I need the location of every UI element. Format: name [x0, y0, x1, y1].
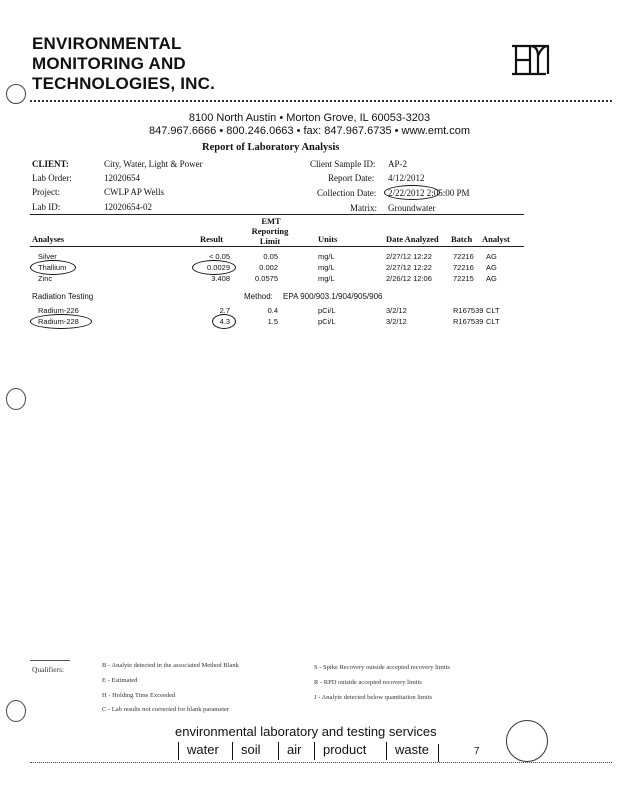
service-soil: soil — [232, 742, 261, 760]
cell-analysis: Thallium — [38, 263, 67, 272]
column-divider — [30, 246, 524, 247]
cell-date: 2/27/12 12:22 — [386, 252, 432, 261]
cell-analyst: CLT — [486, 306, 500, 315]
cell-result: 0.0029 — [207, 263, 230, 272]
col-units: Units — [318, 234, 338, 244]
header-rule — [30, 100, 612, 102]
lab-id-value: 12020654-02 — [104, 202, 152, 212]
company-name-line1: ENVIRONMENTAL — [32, 34, 182, 53]
qualifier-r: R - RPD outside accepted recovery limits — [314, 679, 422, 686]
cell-batch: R167539 — [453, 306, 484, 315]
cell-units: mg/L — [318, 252, 335, 261]
cell-analysis: Silver — [38, 252, 57, 261]
cell-analysis: Radium-226 — [38, 306, 79, 315]
stamp-mark — [6, 84, 26, 104]
cell-analyst: AG — [486, 274, 497, 283]
emt-logo — [506, 38, 554, 82]
cell-batch: 72216 — [453, 252, 474, 261]
cell-units: mg/L — [318, 263, 335, 272]
stamp-mark — [6, 700, 26, 722]
footer-rule — [30, 762, 612, 763]
handwritten-circle — [384, 185, 440, 200]
handwritten-circle — [212, 314, 236, 329]
qualifier-s: S - Spike Recovery outside accepted recovery limits — [314, 664, 450, 671]
col-analyses: Analyses — [32, 234, 65, 244]
page-number: 7 — [474, 746, 480, 757]
service-end-rule — [438, 744, 439, 762]
qualifier-e: E - Estimated — [102, 677, 138, 684]
qualifier-rule — [30, 660, 70, 661]
col-reporting: Reporting — [251, 226, 289, 236]
cell-limit: 0.4 — [267, 306, 278, 315]
service-air: air — [278, 742, 301, 760]
cell-limit: 1.5 — [267, 317, 278, 326]
qualifier-j: J - Analyte detected below quantitation limits — [314, 694, 433, 701]
radiation-section-label: Radiation Testing — [32, 292, 94, 301]
report-date-label: Report Date: — [328, 173, 375, 183]
project-value: CWLP AP Wells — [104, 187, 164, 197]
company-address: 8100 North Austin • Morton Grove, IL 60053-3203 — [188, 112, 431, 124]
cell-analysis: Zinc — [38, 274, 53, 283]
collection-date-value: 2/22/2012 2:05:00 PM — [388, 188, 470, 198]
col-analyst: Analyst — [482, 234, 510, 244]
cell-units: mg/L — [318, 274, 335, 283]
service-water: water — [178, 742, 219, 760]
footer-tagline: environmental laboratory and testing services — [175, 724, 437, 739]
client-sample-label: Client Sample ID: — [310, 159, 376, 169]
cell-result: 2.7 — [219, 306, 230, 315]
col-limit: Limit — [259, 236, 281, 246]
cell-limit: 0.002 — [259, 263, 278, 272]
cell-limit: 0.0575 — [255, 274, 278, 283]
cell-analyst: AG — [486, 263, 497, 272]
method-label: Method: — [244, 292, 273, 301]
company-name-line3: TECHNOLOGIES, INC. — [32, 74, 216, 93]
handwritten-circle — [192, 260, 236, 275]
cell-result: < 0.05 — [208, 252, 230, 261]
cell-analyst: CLT — [486, 317, 500, 326]
cell-date: 2/26/12 12:06 — [386, 274, 432, 283]
client-sample-value: AP-2 — [388, 159, 408, 169]
cell-analysis: Radium-228 — [38, 317, 79, 326]
cell-limit: 0.05 — [263, 252, 278, 261]
stamp-mark — [6, 388, 26, 410]
company-name-line2: MONITORING AND — [32, 54, 186, 73]
cell-analyst: AG — [486, 252, 497, 261]
cell-result: 4.3 — [219, 317, 230, 326]
collection-date-label: Collection Date: — [317, 188, 377, 198]
client-label: CLIENT: — [32, 159, 69, 169]
service-product: product — [314, 742, 366, 760]
client-value: City, Water, Light & Power — [104, 159, 203, 169]
cell-units: pCi/L — [318, 317, 336, 326]
col-date-analyzed: Date Analyzed — [386, 234, 439, 244]
cell-units: pCi/L — [318, 306, 336, 315]
qualifier-b: B - Analyte detected in the associated Method Blank — [102, 662, 239, 669]
cell-batch: 72216 — [453, 263, 474, 272]
handwritten-circle — [30, 260, 76, 275]
col-emt: EMT — [261, 216, 281, 226]
service-waste: waste — [386, 742, 429, 760]
col-result: Result — [200, 234, 224, 244]
report-title: Report of Laboratory Analysis — [202, 142, 340, 153]
qualifier-c: C - Lab results not corrected for blank parameter — [102, 706, 230, 713]
lab-id-label: Lab ID: — [32, 202, 61, 212]
matrix-value: Groundwater — [388, 203, 436, 213]
handwritten-circle — [30, 314, 92, 329]
company-contact: 847.967.6666 • 800.246.0663 • fax: 847.967.6735 • www.emt.com — [149, 125, 470, 137]
lab-order-label: Lab Order: — [32, 173, 72, 183]
project-label: Project: — [32, 187, 60, 197]
certification-seal — [506, 720, 548, 762]
col-batch: Batch — [451, 234, 473, 244]
cell-date: 3/2/12 — [386, 317, 407, 326]
cell-date: 3/2/12 — [386, 306, 407, 315]
header-divider — [30, 214, 524, 215]
report-date-value: 4/12/2012 — [388, 173, 425, 183]
cell-date: 2/27/12 12:22 — [386, 263, 432, 272]
cell-batch: R167539 — [453, 317, 484, 326]
method-value: EPA 900/903.1/904/905/906 — [283, 292, 383, 301]
lab-order-value: 12020654 — [104, 173, 140, 183]
cell-result: 3.408 — [211, 274, 230, 283]
qualifier-h: H - Holding Time Exceeded — [102, 692, 176, 699]
matrix-label: Matrix: — [350, 203, 377, 213]
cell-batch: 72215 — [453, 274, 474, 283]
qualifiers-label: Qualifiers: — [32, 665, 65, 674]
